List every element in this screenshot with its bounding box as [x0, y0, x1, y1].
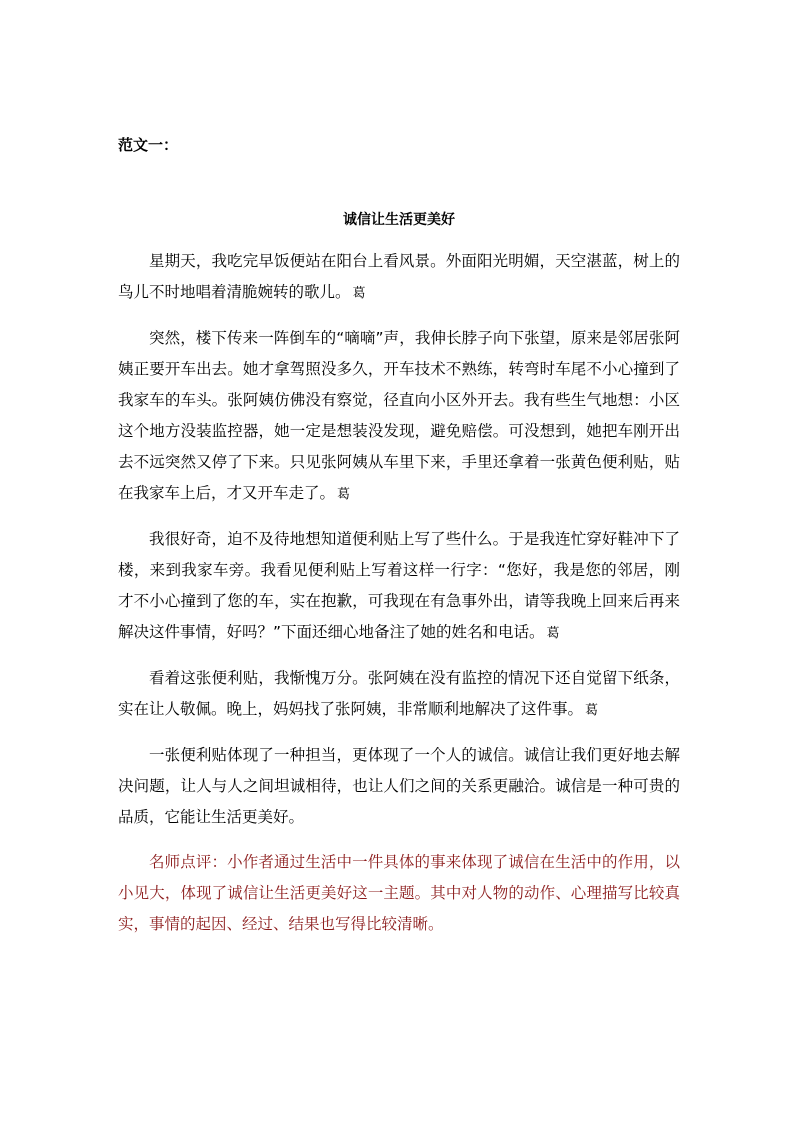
paragraph-text: 突然，楼下传来一阵倒车的“嘀嘀”声，我伸长脖子向下张望，原来是邻居张阿姨正要开车出去。她才拿驾照没多久，开车技术不熟练，转弯时车尾不小心撞到了我家车的车头。张阿姨仿佛没有察觉，径直向小区外开去。我有些生气地想：小区这个地方没装监控器，她一定是想装没发现，避免赔偿。可没想到，她把车刚开出去不远突然又停了下来。只见张阿姨从车里下来，手里还拿着一张黄色便利贴，贴在我家车上后，才又开车走了。	[118, 329, 680, 502]
paragraph-mark-icon: 葛	[546, 626, 560, 641]
paragraph-text: 一张便利贴体现了一种担当，更体现了一个人的诚信。诚信让我们更好地去解决问题，让人与人之间坦诚相待，也让人们之间的关系更融洽。诚信是一种可贵的品质，它能让生活更美好。	[118, 746, 680, 826]
paragraph-text: 我很好奇，迫不及待地想知道便利贴上写了些什么。于是我连忙穿好鞋冲下了楼，来到我家车旁。我看见便利贴上写着这样一行字：“您好，我是您的邻居，刚才不小心撞到了您的车，实在抱歉，可我现在有急事外出，请等我晚上回来后再来解决这件事情，好吗？”下面还细心地备注了她的姓名和电话。	[118, 530, 680, 641]
essay-body	[118, 246, 680, 954]
paragraph-4	[118, 663, 680, 726]
paragraph-3	[118, 524, 680, 649]
paragraph-mark-icon: 葛	[352, 286, 366, 301]
essay-title: 诚信让生活更美好	[343, 212, 455, 228]
paragraph-mark-icon: 葛	[585, 703, 599, 718]
paragraph-2	[118, 323, 680, 510]
paragraph-text: 星期天，我吃完早饭便站在阳台上看风景。外面阳光明媚，天空湛蓝，树上的鸟儿不时地唱着清脆婉转的歌儿。	[118, 252, 680, 301]
teacher-comment	[118, 847, 680, 940]
paragraph-text: 看着这张便利贴，我惭愧万分。张阿姨在没有监控的情况下还自觉留下纸条，实在让人敬佩。晚上，妈妈找了张阿姨，非常顺利地解决了这件事。	[118, 669, 680, 718]
comment-text: 名师点评：小作者通过生活中一件具体的事来体现了诚信在生活中的作用，以小见大，体现了诚信让生活更美好这一主题。其中对人物的动作、心理描写比较真实，事情的起因、经过、结果也写得比较清晰。	[118, 853, 680, 933]
paragraph-mark-icon: 葛	[337, 487, 351, 502]
paragraph-1	[118, 246, 680, 309]
section-label: 范文一：	[118, 136, 179, 154]
paragraph-5	[118, 740, 680, 833]
